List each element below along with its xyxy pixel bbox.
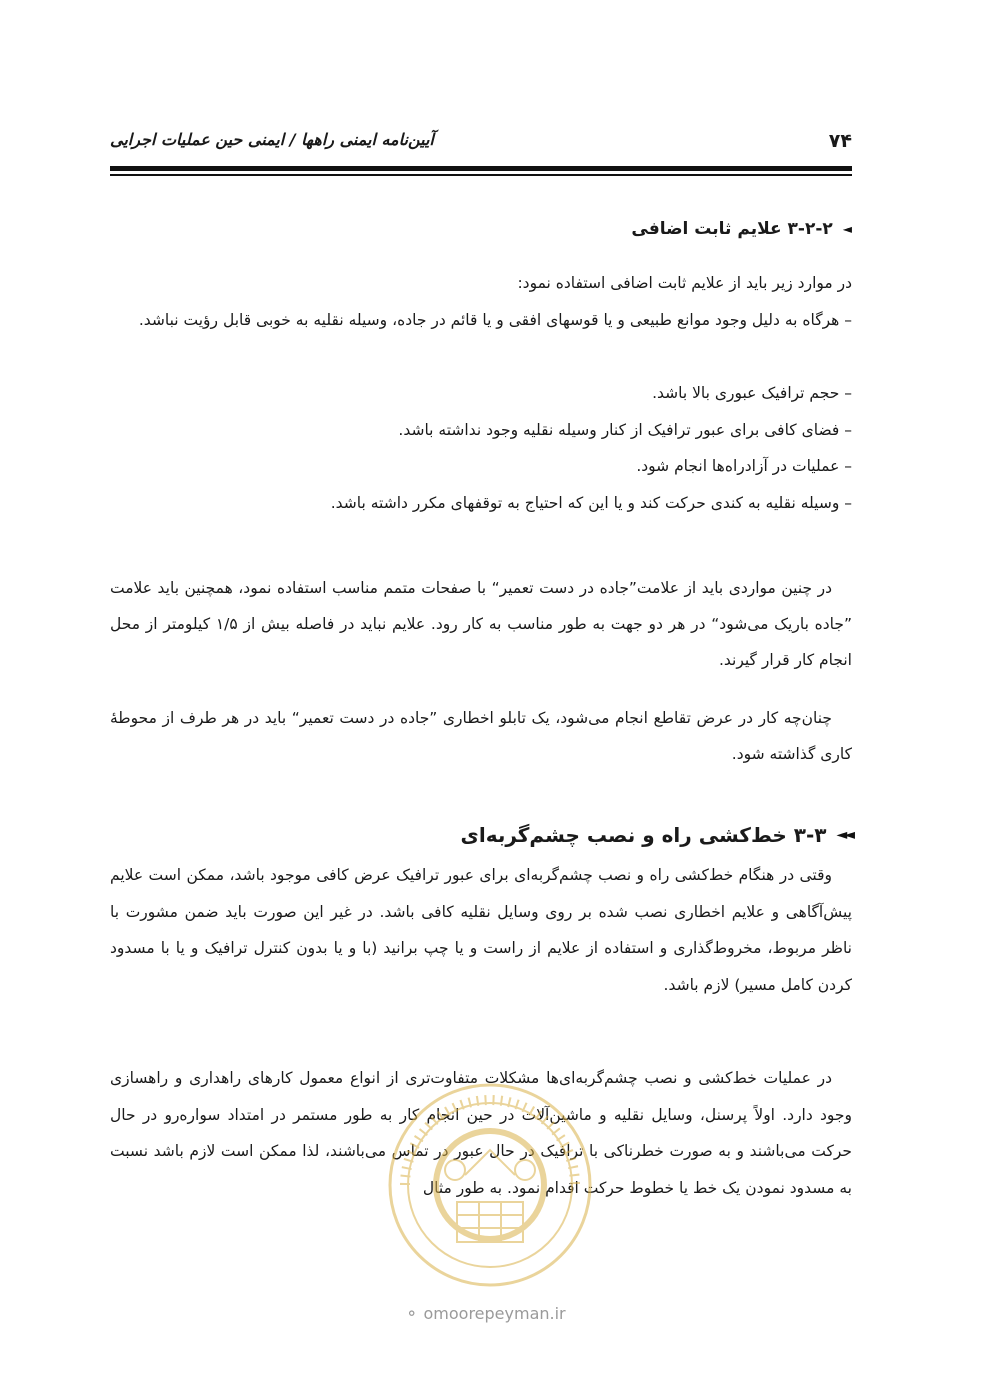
body-paragraph bbox=[110, 570, 852, 678]
watermark-url bbox=[405, 1304, 566, 1323]
paragraph-text: وقتی در هنگام خط‌کشی راه و نصب چشم‌گربه‌ای برای عبور ترافیک عرض کافی موجود باشد، ممکن است علایم پیش‌آگاهی و علایم اخطاری نصب شده بر روی وسایل نقلیه کافی باشد. در غیر این صورت باید ضمن مشورت با ناظر مربوط، مخروط‌گذاری و استفاده از علایم از راست و یا چپ برانید (با و یا بدون کنترل ترافیک و یا با مسدود کردن کامل مسیر) لازم باشد. bbox=[110, 866, 852, 994]
page-number: ۷۴ bbox=[828, 130, 852, 152]
bullet-item: – فضای کافی برای عبور ترافیک از کنار وسیله نقلیه وجود نداشته باشد. bbox=[398, 420, 852, 439]
bullet-item: – وسیله نقلیه به کندی حرکت کند و یا این که احتیاج به توقفهای مکرر داشته باشد. bbox=[330, 493, 852, 512]
running-title: آیین‌نامه ایمنی راهها / ایمنی حین عملیات اجرایی bbox=[110, 130, 434, 149]
section-title: ۳-۲-۲ علایم ثابت اضافی bbox=[631, 219, 833, 239]
paragraph-text: در عملیات خط‌کشی و نصب چشم‌گربه‌ای‌ها مشکلات متفاوت‌تری از انواع معمول کارهای راهداری و راهسازی وجود دارد. اولاً پرسنل، وسایل نقلیه و ماشین‌آلات در حین انجام کار به طور مستمر در امتداد سواره‌رو در حال حرکت می‌باشند و به صورت خطرناکی با ترافیک در حال عبور در تماس می‌باشند، لذا ممکن است لازم باشد نسبت به مسدود نمودن یک خط یا خطوط حرکت اقدام نمود. به طور مثال bbox=[110, 1069, 852, 1197]
body-paragraph bbox=[110, 857, 852, 1003]
header-rule-thick bbox=[110, 166, 852, 171]
heading-double-marker-icon: ◄◄ bbox=[836, 827, 852, 843]
page-header bbox=[110, 124, 852, 154]
intro-paragraph: در موارد زیر باید از علایم ثابت اضافی استفاده نمود: bbox=[517, 274, 852, 292]
header-rule-thin bbox=[110, 174, 852, 176]
globe-icon: ⚬ bbox=[405, 1304, 419, 1323]
section-heading-3-2-2 bbox=[631, 219, 852, 239]
bullet-list bbox=[110, 375, 852, 521]
body-paragraph bbox=[110, 700, 852, 772]
watermark-logo-icon bbox=[385, 1080, 595, 1290]
section-title: ۳-۳ خط‌کشی راه و نصب چشم‌گربه‌ای bbox=[460, 823, 827, 847]
bullet-item: – عملیات در آزادراه‌ها انجام شود. bbox=[636, 457, 852, 475]
watermark-url-text: omoorepeyman.ir bbox=[423, 1304, 566, 1323]
bullet-item: – حجم ترافیک عبوری بالا باشد. bbox=[652, 384, 852, 402]
bullet-item: – هرگاه به دلیل وجود موانع طبیعی و یا قوسهای افقی و یا قائم در جاده، وسیله نقلیه به خوبی قابل رؤیت نباشد. bbox=[138, 311, 852, 329]
paragraph-text: چنان‌چه کار در عرض تقاطع انجام می‌شود، یک تابلو اخطاری ”جاده در دست تعمیر“ باید در هر طرف از محوطهٔ کاری گذاشته شود. bbox=[110, 709, 852, 763]
section-heading-3-3 bbox=[461, 823, 852, 847]
heading-marker-icon: ◄ bbox=[842, 222, 852, 236]
paragraph-text: در چنین مواردی باید از علامت”جاده در دست تعمیر“ با صفحات متمم مناسب استفاده نمود، همچنین باید علامت ”جاده باریک می‌شود“ در هر دو جهت به طور مناسب به کار رود. علایم نباید در فاصله بیش از ۱/۵ کیلومتر از محل انجام کار قرار گیرند. bbox=[110, 579, 852, 669]
